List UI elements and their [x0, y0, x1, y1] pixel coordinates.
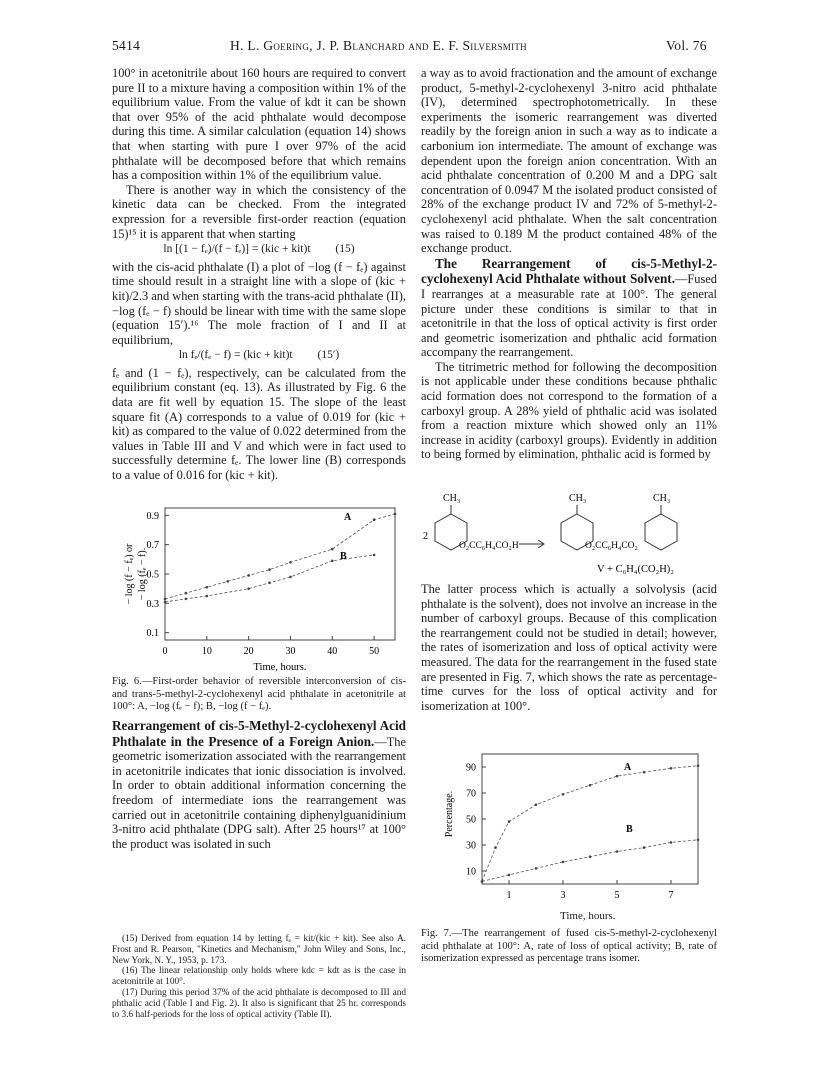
fig7-point-b [562, 861, 565, 864]
left-paragraph-4: fₑ and (1 − fₑ), respectively, can be calculated from the equilibrium constant (eq. 13). As illustrated by Fig. 6 the data are fit well by equation 15. The slope of the least square fit (A) corresponds to a value of 0.019 for (kic + kit) as compared to the value of 0.022 determined from the values in Table III and V and which were in fact used to successfully determine fₑ. The lower line (B) corresponds to a value of 0.016 for (kic + kit). [112, 365, 406, 483]
fig6-xtick-label: 10 [201, 646, 212, 657]
fig7-ylabel: Percentage. [444, 790, 455, 838]
fig6-ytick-label: 0.3 [146, 598, 159, 610]
figure-6-caption: Fig. 6.—First-order behavior of reversible interconversion of cis- and trans-5-methyl-2-cyclohexenyl acid phthalate in acetonitrile at 100°: A, −log (fₑ − f); B, −log (f − fₑ). [112, 676, 406, 713]
fig7-ytick-label: 30 [466, 840, 476, 852]
fig7-point-a [616, 775, 619, 778]
fig6-point-b [331, 560, 334, 563]
fig7-xtick-label: 3 [560, 890, 566, 901]
reaction-scheme [421, 490, 717, 580]
right-paragraph-2: —Fused I rearranges at a measurable rate at 100°. The general picture under these conditions is similar to that in acetonitrile in that the loss of optical activity is first order and geometric isomerization and phthalic acid formation accompany the rearrangement. [421, 272, 717, 360]
fig6-ytick-label: 0.9 [146, 510, 159, 522]
fig7-point-b [697, 839, 700, 842]
fig6-ylabel-line2: − log (fₑ − f). [137, 547, 148, 601]
fig6-point-a [289, 561, 292, 564]
left-paragraph-5: —The geometric isomerization associated with the rearrangement in acetonitrile indicates that ionic dissociation is involved. In order to obtain additional information concerning the freedom of intermediate ions the rearrangement was carried out in acetonitrile containing diphenylguanidinium 3-nitro acid phthalate (DPG salt). After 25 hours¹⁷ at 100° the product was isolated in such [112, 734, 406, 851]
figure-7-plot [430, 752, 720, 902]
fig7-point-a [697, 764, 700, 767]
fig6-point-a [164, 598, 167, 601]
fig7-point-a [508, 820, 511, 823]
fig6-point-a [247, 574, 250, 577]
fig6-label-a: A [344, 512, 352, 523]
figure-6-plot [108, 500, 408, 672]
fig7-point-b [616, 850, 619, 853]
fig7-xtick-label: 5 [614, 890, 620, 901]
fig6-xtick-label: 20 [243, 646, 254, 657]
fig6-ytick-label: 0.1 [146, 628, 159, 640]
footnotes [112, 934, 406, 1020]
fig6-point-b [289, 576, 292, 579]
fig7-point-a [670, 767, 673, 770]
fig6-point-b [247, 587, 250, 590]
fig6-point-a [206, 586, 209, 589]
right-paragraph-3: The titrimetric method for following the decomposition is not applicable under these conditions because phthalic acid formation does not correspond to the formation of a carboxyl group. A 28% yield of phthalic acid was isolated from a reaction mixture which showed only an 11% increase in acidity (carboxyl groups). Evidently in addition to being formed by elimination, phthalic acid is formed by [421, 359, 717, 462]
fig7-xlabel: Time, hours. [560, 910, 616, 922]
right-paragraph-1: a way as to avoid fractionation and the amount of exchange product, 5-methyl-2-cyclohexenyl 3-nitro acid phthalate (IV), determined spectrophotometrically. In these experiments the isomeric rearrangement was diverted readily by the foreign anion in such a way as to indicate a carbonium ion intermediate. The amount of exchange was dependent upon the foreign anion concentration. With an acid phthalate concentration of 0.200 M and a DPG salt concentration of 0.0947 M the isolated product consisted of 28% of the exchange product IV and 72% of 5-methyl-2-cyclohexenyl acid phthalate. When the salt concentration was raised to 0.189 M the product contained 48% of the exchange product. [421, 66, 717, 256]
fig6-series-a [165, 514, 395, 599]
footnote-17: (17) During this period 37% of the acid phthalate is decomposed to III and phthalic acid (Table I and Fig. 2). It also is significant that 25 hr. corresponds to 3.6 half-periods for the loss of optical activity (Table II). [112, 987, 406, 1020]
fig7-xtick-label: 7 [668, 890, 674, 901]
running-head-authors: H. L. Goering, J. P. Blanchard and E. F. Silversmith [230, 38, 527, 53]
fig6-point-a [226, 580, 229, 583]
fig7-point-a [494, 846, 497, 849]
fig7-ytick-label: 90 [466, 762, 476, 774]
right-paragraph-4: The latter process which is actually a solvolysis (acid phthalate is the solvent), does not involve an increase in the number of carboxyl groups. Because of this complication the rearrangement could not be studied in detail; however, the rates of isomerization and loss of optical activity were measured. The data for the rearrangement in the fused state are presented in Fig. 7, which shows the rate as percentage-time curves for the loss of optical activity and for isomerization at 100°. [421, 582, 717, 713]
left-paragraph-3: with the cis-acid phthalate (I) a plot of −log (f − fₑ) against time should result in a straight line with a slope of (kic + kit)/2.3 and when starting with the trans-acid phthalate (II), −log (fₑ − f) should be linear with time with the same slope (equation 15′).¹⁶ The mole fraction of I and II at equilibrium, [112, 259, 406, 347]
footnote-16: (16) The linear relationship only holds where kdc = kdt as is the case in acetonitrile at 100°. [112, 966, 406, 988]
scheme-ch3-2: CH₃ [569, 493, 587, 504]
fig6-point-b [268, 582, 271, 585]
fig6-point-b [373, 554, 376, 557]
fig6-xtick-label: 0 [162, 646, 168, 657]
fig6-point-a [268, 568, 271, 571]
running-head-volume: Vol. 76 [666, 38, 707, 53]
scheme-ch3-3: CH₃ [653, 493, 671, 504]
footnote-15: (15) Derived from equation 14 by letting fₑ = kit/(kic + kit). See also A. Frost and R. Pearson, "Kinetics and Mechanism," John Wiley and Sons, Inc., New York, N. Y., 1953, p. 173. [112, 934, 406, 966]
fig7-series-a [482, 766, 698, 882]
fig7-point-b [643, 846, 646, 849]
section-heading-without-solvent: The Rearrangement of cis-5-Methyl-2-cyclohexenyl Acid Phthalate without Solvent. [421, 255, 717, 287]
fig7-point-a [589, 784, 592, 787]
scheme-substituent-2: O₂CC₆H₄CO₂ [585, 541, 638, 551]
fig7-point-b [589, 855, 592, 858]
fig6-xtick-label: 40 [327, 646, 338, 657]
fig7-point-b [481, 880, 484, 883]
section-heading-foreign-anion: Rearrangement of cis-5-Methyl-2-cyclohexenyl Acid Phthalate in the Presence of a Foreign Anion. [112, 718, 406, 749]
left-paragraph-1: 100° in acetonitrile about 160 hours are required to convert pure II to a mixture having a composition within 1% of the equilibrium value. From the value of kdt it can be shown that over 95% of the acid phthalate would decompose during this time. A similar calculation (equation 14) shows that when starting with pure I over 97% of the acid phthalate will be decomposed before that which remains has a composition within 1% of the equilibrium value. [112, 66, 406, 183]
fig7-frame [482, 754, 698, 884]
fig6-xlabel: Time, hours. [253, 662, 307, 672]
fig6-ytick-label: 0.5 [146, 569, 159, 581]
fig7-point-b [508, 874, 511, 877]
fig7-point-a [535, 803, 538, 806]
fig7-point-a [562, 793, 565, 796]
fig7-series-b [482, 840, 698, 882]
fig7-xtick-label: 1 [506, 890, 512, 901]
fig7-label-a: A [624, 762, 632, 773]
fig6-frame [165, 508, 395, 640]
fig7-label-b: B [626, 824, 633, 835]
equation-15-prime-body: ln fₑ/(fₑ − f) = (kic + kit)t [178, 349, 293, 362]
left-column-lower [112, 718, 406, 851]
right-column-lower [421, 582, 717, 713]
fig6-point-a [394, 513, 397, 516]
page-number: 5414 [112, 38, 141, 53]
equation-15-number: (15) [335, 243, 355, 256]
fig6-ylabel-line1: − log (f − fₑ) or [124, 543, 135, 605]
scheme-products: V + C₆H₄(CO₂H)₂ [597, 564, 674, 575]
fig7-ytick-label: 50 [466, 814, 476, 826]
fig7-point-b [535, 867, 538, 870]
fig6-label-b: B [340, 551, 347, 562]
fig6-point-a [185, 592, 188, 595]
equation-15 [112, 242, 406, 257]
fig6-point-a [331, 548, 334, 551]
fig6-xtick-label: 50 [369, 646, 380, 657]
scheme-substituent-1: O₂CC₆H₄CO₂H [459, 541, 519, 551]
scheme-ch3-1: CH₃ [443, 493, 461, 504]
fig7-point-b [670, 841, 673, 844]
fig7-ytick-label: 10 [466, 866, 476, 878]
fig6-point-a [373, 518, 376, 521]
fig6-ytick-label: 0.7 [146, 540, 159, 552]
right-column [421, 66, 717, 462]
fig6-point-b [185, 598, 188, 601]
fig6-point-b [206, 595, 209, 598]
figure-7-caption: Fig. 7.—The rearrangement of fused cis-5-methyl-2-cyclohexenyl acid phthalate at 100°: A, rate of loss of optical activity; B, rate of isomerization expressed as percentage trans isomer. [421, 928, 717, 965]
equation-15-prime-number: (15′) [317, 349, 340, 362]
scheme-ring-3 [645, 514, 677, 550]
fig6-xtick-label: 30 [285, 646, 296, 657]
scheme-coefficient: 2 [423, 531, 428, 542]
equation-15-body: ln [(1 − fₑ)/(f − fₑ)] = (kic + kit)t [163, 243, 311, 256]
equation-15-prime [112, 348, 406, 363]
left-column [112, 66, 406, 483]
fig7-ytick-label: 70 [466, 788, 476, 800]
left-paragraph-2: There is another way in which the consistency of the kinetic data can be checked. From the integrated expression for a reversible first-order reaction (equation 15)¹⁵ it is apparent that when starting [112, 182, 406, 241]
fig6-point-b [164, 601, 167, 604]
fig7-point-a [643, 771, 646, 774]
